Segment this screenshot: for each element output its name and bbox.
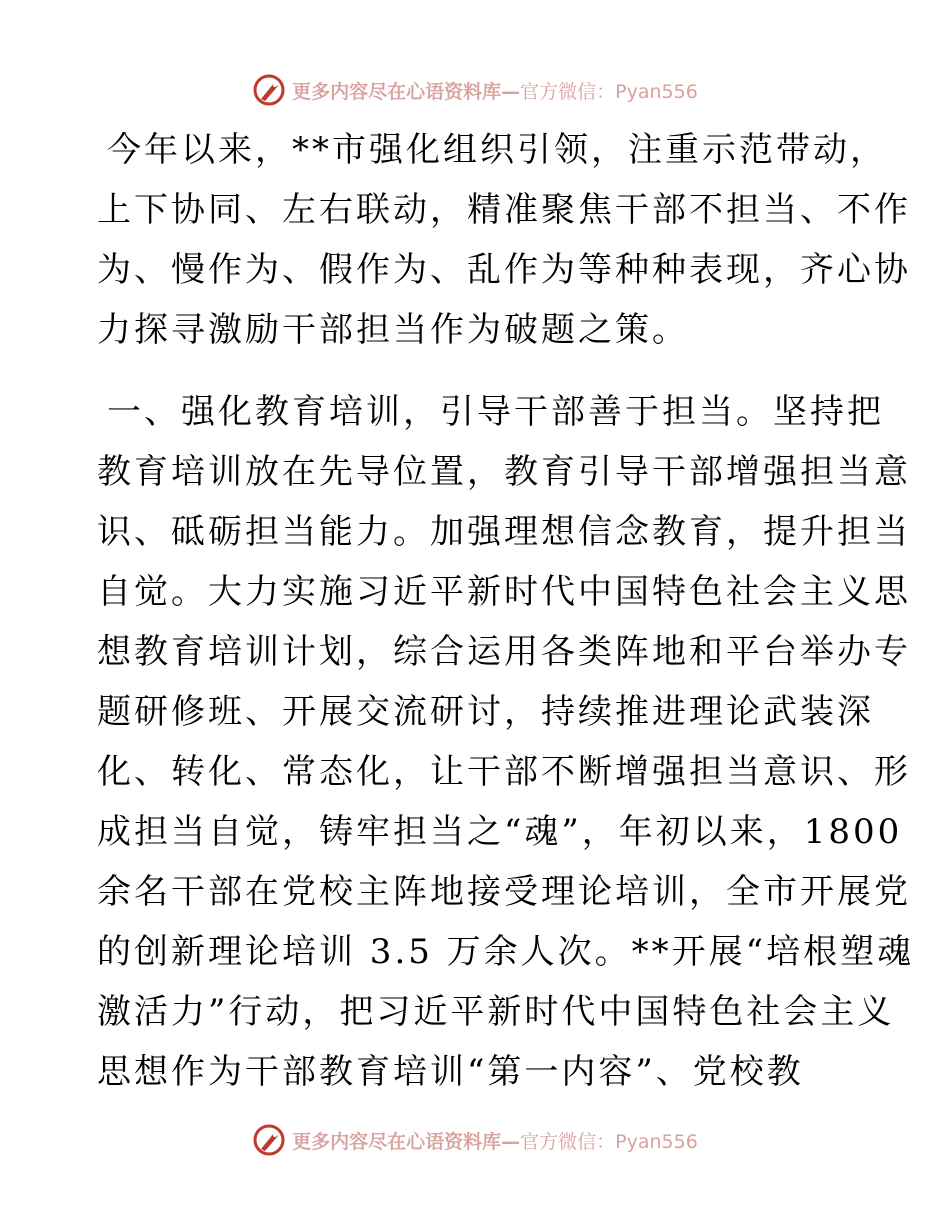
text-line: 的创新理论培训 3.5 万余人次。**开展“培根塑魂 bbox=[97, 932, 915, 972]
text-line: 力探寻激励干部担当作为破题之策。 bbox=[97, 310, 689, 350]
paragraph-intro bbox=[97, 120, 911, 360]
text-line: 想教育培训计划，综合运用各类阵地和平台举办专 bbox=[97, 632, 911, 672]
document-body bbox=[97, 120, 915, 1102]
text-line: 自觉。大力实施习近平新时代中国特色社会主义思 bbox=[97, 572, 911, 612]
footer-banner bbox=[0, 1120, 950, 1160]
pen-nib-logo-icon bbox=[252, 73, 286, 107]
text-line: 激活力”行动，把习近平新时代中国特色社会主义 bbox=[97, 992, 895, 1032]
header-banner-title: 更多内容尽在心语资料库— bbox=[292, 80, 521, 103]
header-banner bbox=[0, 70, 950, 110]
text-line: 化、转化、常态化，让干部不断增强担当意识、形 bbox=[97, 752, 911, 792]
text-line: 余名干部在党校主阵地接受理论培训，全市开展党 bbox=[97, 872, 911, 912]
footer-banner-wechat: 官方微信：Pyan556 bbox=[520, 1130, 698, 1153]
footer-banner-text bbox=[292, 1127, 698, 1154]
text-line: 成担当自觉，铸牢担当之“魂”，年初以来，1800 bbox=[97, 812, 903, 852]
header-banner-wechat: 官方微信：Pyan556 bbox=[520, 80, 698, 103]
text-line: 思想作为干部教育培训“第一内容”、党校教 bbox=[97, 1052, 804, 1092]
pen-nib-logo-icon bbox=[252, 1123, 286, 1157]
text-line: 识、砥砺担当能力。加强理想信念教育，提升担当 bbox=[97, 512, 911, 552]
footer-banner-title: 更多内容尽在心语资料库— bbox=[292, 1130, 521, 1153]
header-banner-text bbox=[292, 77, 698, 104]
text-line: 题研修班、开展交流研讨，持续推进理论武装深 bbox=[97, 692, 874, 732]
text-line: 一、强化教育培训，引导干部善于担当。坚持把 bbox=[107, 392, 884, 432]
text-line: 为、慢作为、假作为、乱作为等种种表现，齐心协 bbox=[97, 250, 911, 290]
text-line: 今年以来，**市强化组织引领，注重示范带动， bbox=[107, 130, 887, 170]
text-line: 上下协同、左右联动，精准聚焦干部不担当、不作 bbox=[97, 190, 911, 230]
paragraph-section-one bbox=[97, 382, 915, 1102]
text-line: 教育培训放在先导位置，教育引导干部增强担当意 bbox=[97, 452, 911, 492]
